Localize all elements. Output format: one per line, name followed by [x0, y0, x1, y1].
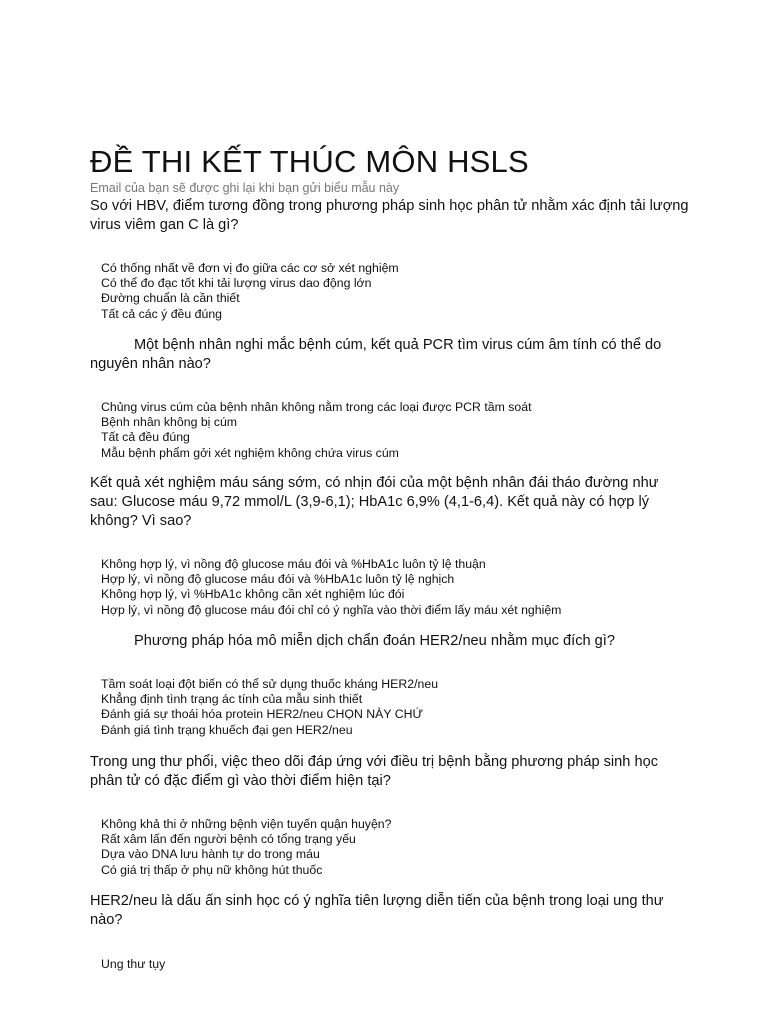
question-1-option-3[interactable]: Đường chuẩn là cần thiết	[101, 291, 240, 306]
question-6-option-1[interactable]: Ung thư tụy	[101, 957, 166, 971]
question-1-options	[101, 261, 399, 322]
question-4-options	[101, 677, 438, 738]
question-3-option-2[interactable]: Hợp lý, vì nồng độ glucose máu đói và %HbA1c luôn tỷ lệ nghịch	[101, 572, 455, 587]
question-6-text: HER2/neu là dấu ấn sinh học có ý nghĩa tiên lượng diễn tiến của bệnh trong loại ung thư nào?	[90, 893, 664, 928]
question-4-option-2[interactable]: Khẳng định tình trạng ác tính của mẫu sinh thiết	[101, 692, 363, 707]
question-2-options	[101, 400, 532, 461]
question-3-option-1[interactable]: Không hợp lý, vì nồng độ glucose máu đói và %HbA1c luôn tỷ lệ thuận	[101, 557, 486, 571]
question-2-option-4[interactable]: Mẫu bệnh phẩm gởi xét nghiệm không chứa virus cúm	[101, 445, 399, 460]
email-notice: Email của bạn sẽ được ghi lại khi bạn gửi biểu mẫu này	[90, 181, 400, 195]
question-2-option-1[interactable]: Chủng virus cúm của bệnh nhân không nằm trong các loại được PCR tầm soát	[101, 400, 532, 414]
question-2-option-2[interactable]: Bệnh nhân không bị cúm	[101, 415, 238, 430]
question-2-text: Một bệnh nhân nghi mắc bệnh cúm, kết quả PCR tìm virus cúm âm tính có thể do nguyên nhân nào?	[90, 337, 662, 372]
question-5-option-4[interactable]: Có giá trị thấp ở phụ nữ không hút thuốc	[101, 862, 323, 877]
question-4-text: Phương pháp hóa mô miễn dịch chẩn đoán HER2/neu nhằm mục đích gì?	[134, 633, 615, 649]
question-5-options	[101, 817, 391, 878]
question-3-option-4[interactable]: Hợp lý, vì nồng độ glucose máu đói chỉ có ý nghĩa vào thời điểm lấy máu xét nghiệm	[101, 602, 562, 617]
question-4-option-1[interactable]: Tầm soát loại đột biến có thể sử dụng thuốc kháng HER2/neu	[101, 677, 439, 691]
question-4-option-3[interactable]: Đánh giá sự thoái hóa protein HER2/neu CHỌN NÀY CHỨ	[101, 707, 423, 722]
question-1-option-2[interactable]: Có thể đo đạc tốt khi tải lượng virus dao động lớn	[101, 276, 372, 291]
page-title: ĐỀ THI KẾT THÚC MÔN HSLS	[90, 144, 529, 179]
question-2-option-3[interactable]: Tất cả đều đúng	[101, 430, 190, 445]
question-5-option-1[interactable]: Không khả thi ở những bệnh viện tuyến quận huyện?	[101, 817, 392, 831]
question-3-options	[101, 557, 561, 618]
question-4-option-4[interactable]: Đánh giá tình trạng khuếch đại gen HER2/neu	[101, 722, 353, 737]
question-1-option-4[interactable]: Tất cả các ý đều đúng	[101, 306, 222, 321]
question-3-option-3[interactable]: Không hợp lý, vì %HbA1c không cần xét nghiệm lúc đói	[101, 587, 405, 602]
question-6-options	[101, 957, 165, 972]
question-1-text: So với HBV, điểm tương đồng trong phương pháp sinh học phân tử nhằm xác định tải lượng virus viêm gan C là gì?	[90, 198, 689, 233]
question-1-option-1[interactable]: Có thống nhất về đơn vị đo giữa các cơ sở xét nghiệm	[101, 261, 399, 275]
question-5-text: Trong ung thư phổi, việc theo dõi đáp ứng với điều trị bệnh bằng phương pháp sinh học phân tử có đặc điểm gì vào thời điểm hiện tại?	[90, 754, 658, 789]
question-5-option-2[interactable]: Rất xâm lấn đến người bệnh có tổng trạng yếu	[101, 832, 356, 847]
question-5-option-3[interactable]: Dựa vào DNA lưu hành tự do trong máu	[101, 847, 320, 862]
question-3-text: Kết quả xét nghiệm máu sáng sớm, có nhịn đói của một bệnh nhân đái tháo đường như sau: Glucose máu 9,72 mmol/L (3,9-6,1); HbA1c 6,9% (4,1-6,4). Kết quả này có hợp lý không? Vì sao?	[90, 475, 659, 529]
